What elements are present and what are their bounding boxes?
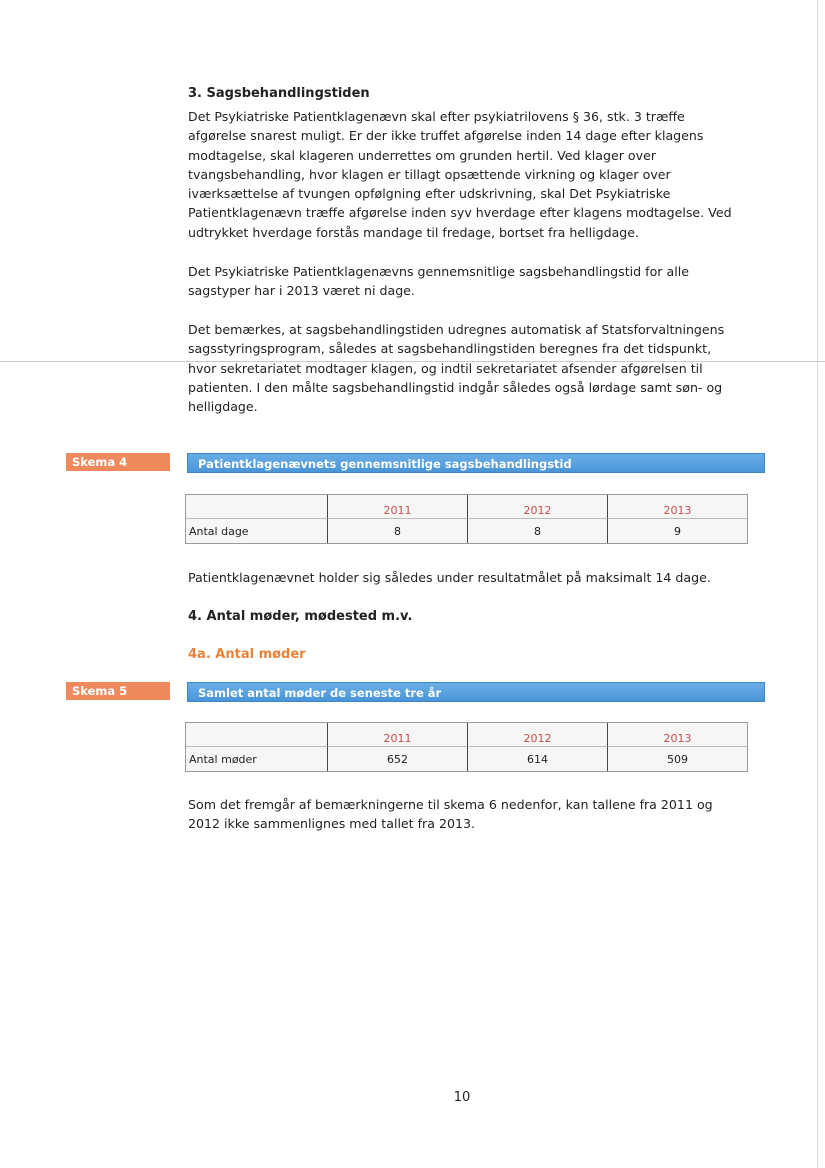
skema-5-note: Som det fremgår af bemærkningerne til skema 6 nedenfor, kan tallene fra 2011 og 2012 ikke sammenlignes med tallet fra 2013. <box>188 797 713 832</box>
table-row-label: Antal dage <box>186 519 328 543</box>
table-cell-value: 652 <box>328 747 468 771</box>
section-3-paragraph-3: Det bemærkes, at sagsbehandlingstiden udregnes automatisk af Statsforvaltningens sagsstyringsprogram, således at sagsbehandlingstiden beregnes fra det tidspunkt, hvor sekretariatet modtager klagen, og indtil sekretariatet afsender afgørelsen til patienten. I den målte sagsbehandlingstid indgår således også lørdage samt søn- og helligdage. <box>188 322 725 415</box>
skema-4-title: Patientklagenævnets gennemsnitlige sagsbehandlingstid <box>187 453 765 473</box>
skema-4-table <box>185 494 748 544</box>
table-corner-cell <box>186 495 328 519</box>
skema-5-label: Skema 5 <box>66 682 170 700</box>
table-header-year: 2012 <box>468 723 608 747</box>
section-3-paragraph-2: Det Psykiatriske Patientklagenævns gennemsnitlige sagsbehandlingstid for alle sagstyper har i 2013 været ni dage. <box>188 264 689 299</box>
table-cell-value: 8 <box>328 519 468 543</box>
table-cell-value: 614 <box>468 747 608 771</box>
section-4-heading: 4. Antal møder, mødested m.v. <box>188 609 413 624</box>
table-header-year: 2011 <box>328 495 468 519</box>
table-corner-cell <box>186 723 328 747</box>
table-row-label: Antal møder <box>186 747 328 771</box>
section-4a-heading: 4a. Antal møder <box>188 647 306 662</box>
table-header-year: 2012 <box>468 495 608 519</box>
table-header-year: 2011 <box>328 723 468 747</box>
page-edge-rule <box>817 0 818 1168</box>
table-header-year: 2013 <box>608 723 747 747</box>
section-3-paragraph-1: Det Psykiatriske Patientklagenævn skal efter psykiatrilovens § 36, stk. 3 træffe afgørelse snarest muligt. Er der ikke truffet afgørelse inden 14 dage efter klagens modtagelse, skal klageren underrettes om grunden hertil. Ved klager over tvangsbehandling, hvor klagen er tillagt opsættende virkning og klager over iværksættelse af tvungen opfølgning efter udskrivning, skal Det Psykiatriske Patientklagenævn træffe afgørelse inden syv hverdage efter klagens modtagelse. Ved udtrykket hverdage forstås mandage til fredage, bortset fra helligdage. <box>188 109 732 240</box>
skema-4-conclusion: Patientklagenævnet holder sig således under resultatmålet på maksimalt 14 dage. <box>188 570 711 585</box>
section-3-heading: 3. Sagsbehandlingstiden <box>188 86 370 101</box>
page-number: 10 <box>453 1090 471 1105</box>
skema-5-table <box>185 722 748 772</box>
table-cell-value: 509 <box>667 753 688 766</box>
table-cell-value: 9 <box>674 525 681 538</box>
table-cell-value: 8 <box>468 519 608 543</box>
skema-4-label: Skema 4 <box>66 453 170 471</box>
table-header-year: 2013 <box>608 495 747 519</box>
skema-5-title: Samlet antal møder de seneste tre år <box>187 682 765 702</box>
